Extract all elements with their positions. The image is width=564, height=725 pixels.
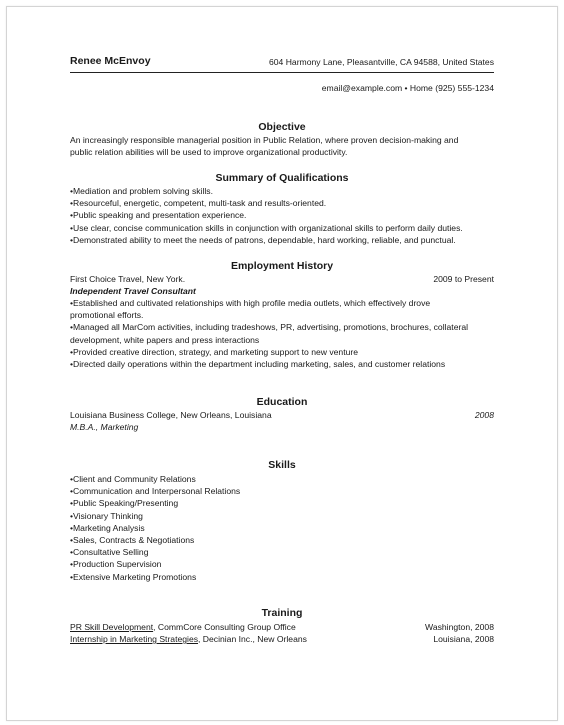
- list-item: •Directed daily operations within the department including marketing, sales, and customer relations: [70, 359, 446, 370]
- training-row: [70, 621, 494, 633]
- list-item: •Public Speaking/Presenting: [70, 498, 179, 509]
- training-place: Washington, 2008: [425, 622, 494, 632]
- list-item: •Communication and Interpersonal Relations: [70, 486, 241, 497]
- degree: [70, 421, 496, 433]
- list-item: •Established and cultivated relationships with high profile media outlets, which effectively drove: [70, 298, 431, 308]
- list-item: development, white papers and press interactions: [70, 334, 260, 345]
- employment-dates: 2009 to Present: [433, 274, 494, 284]
- list-item: •Sales, Contracts & Negotiations: [70, 535, 195, 546]
- list-item: •Mediation and problem solving skills.: [70, 186, 213, 196]
- education-year: 2008: [474, 410, 494, 420]
- training-heading: Training: [261, 607, 303, 619]
- employment-heading: Employment History: [230, 260, 334, 272]
- employment-duties: [70, 297, 496, 370]
- job-title: [70, 285, 496, 297]
- training-row: [70, 633, 494, 645]
- list-item: •Demonstrated ability to meet the needs of patrons, dependable, hard working, reliable, and punctual.: [70, 234, 456, 245]
- list-item: •Resourceful, energetic, competent, multi-task and results-oriented.: [70, 198, 327, 209]
- training-place: Louisiana, 2008: [433, 634, 494, 644]
- list-item: •Use clear, concise communication skills in conjunction with organizational skills to perform daily duties.: [70, 222, 463, 233]
- address-line: 604 Harmony Lane, Pleasantville, CA 94588, United States: [268, 57, 494, 67]
- list-item: •Consultative Selling: [70, 547, 149, 558]
- list-item: promotional efforts.: [70, 310, 144, 321]
- school: Louisiana Business College, New Orleans, Louisiana: [70, 410, 272, 420]
- qualifications-heading: Summary of Qualifications: [215, 172, 349, 184]
- training-entry: [70, 633, 307, 645]
- training-provider: , CommCore Consulting Group Office: [153, 622, 296, 632]
- candidate-name: Renee McEnvoy: [70, 55, 151, 67]
- header-rule: [70, 72, 494, 73]
- list-item: •Extensive Marketing Promotions: [70, 571, 197, 582]
- objective-line: An increasingly responsible managerial position in Public Relation, where proven decision-making and: [70, 135, 459, 145]
- training-course-link[interactable]: Internship in Marketing Strategies: [70, 634, 199, 644]
- degree-text: M.B.A., Marketing: [70, 422, 139, 432]
- objective-text: [70, 134, 496, 158]
- list-item: •Visionary Thinking: [70, 510, 143, 521]
- qualifications-list: [70, 185, 496, 246]
- education-heading: Education: [256, 396, 308, 408]
- list-item: •Public speaking and presentation experience.: [70, 210, 247, 221]
- training-entry: [70, 621, 296, 633]
- skills-heading: Skills: [268, 459, 296, 471]
- list-item: •Marketing Analysis: [70, 522, 145, 533]
- list-item: •Provided creative direction, strategy, and marketing support to new venture: [70, 346, 359, 357]
- list-item: •Client and Community Relations: [70, 474, 196, 484]
- contact-line: email@example.com • Home (925) 555-1234: [321, 83, 494, 93]
- training-course-link[interactable]: PR Skill Development: [70, 622, 154, 632]
- skills-list: [70, 473, 496, 583]
- objective-heading: Objective: [258, 121, 306, 133]
- training-provider: , Decinian Inc., New Orleans: [198, 634, 307, 644]
- list-item: •Managed all MarCom activities, including tradeshows, PR, advertising, promotions, brochures, collateral: [70, 322, 469, 333]
- education-row: [70, 409, 494, 421]
- employer: First Choice Travel, New York.: [70, 274, 186, 284]
- employment-row: [70, 273, 494, 285]
- objective-line: public relation abilities will be used to improve organizational productivity.: [70, 147, 348, 158]
- job-title-text: Independent Travel Consultant: [70, 286, 196, 296]
- list-item: •Production Supervision: [70, 559, 162, 570]
